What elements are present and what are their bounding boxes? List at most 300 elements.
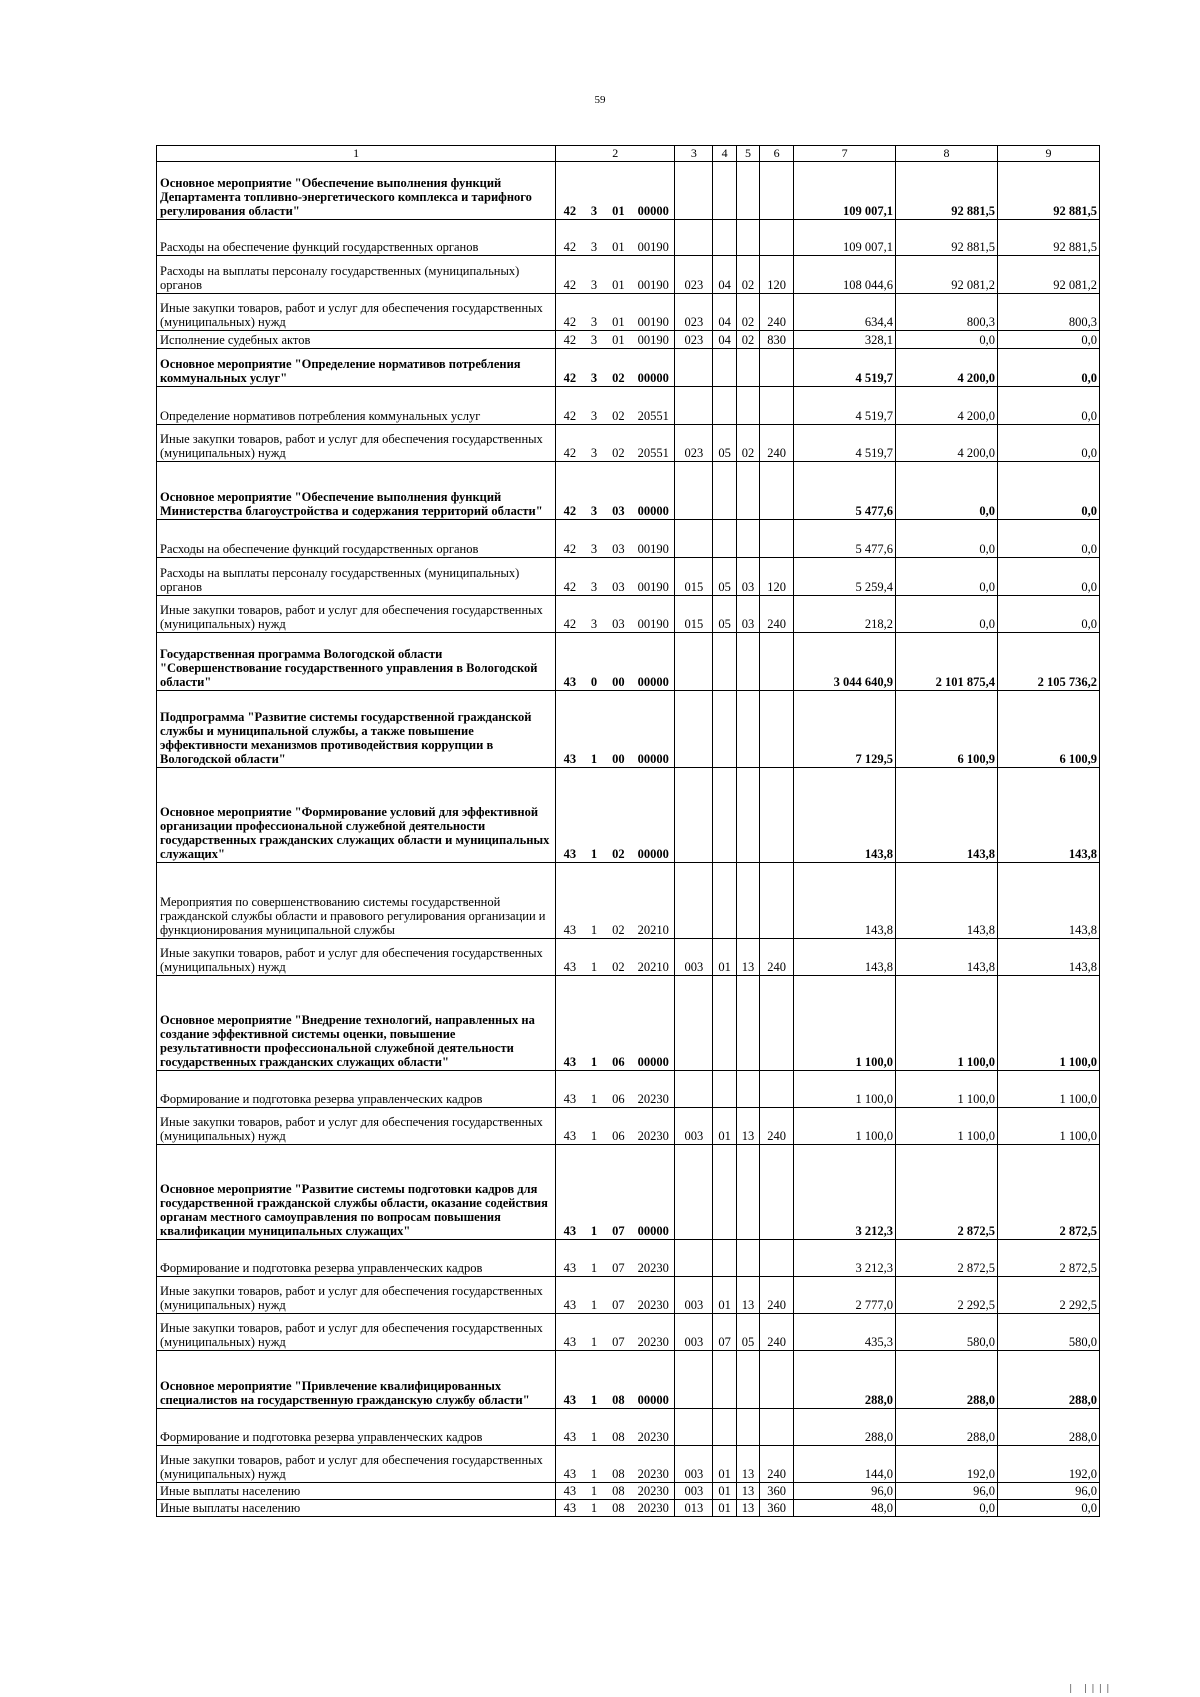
code-direction: 00000 bbox=[632, 162, 674, 220]
code-ministry: 023 bbox=[675, 294, 713, 331]
amount-col-9: 143,8 bbox=[997, 863, 1099, 939]
code-expense-type bbox=[760, 1351, 794, 1409]
code-section: 01 bbox=[713, 1277, 736, 1314]
code-direction: 20210 bbox=[632, 863, 674, 939]
code-expense-type bbox=[760, 349, 794, 387]
table-row bbox=[157, 1145, 1100, 1240]
code-ministry bbox=[675, 1145, 713, 1240]
amount-col-7: 1 100,0 bbox=[794, 976, 896, 1071]
code-program: 42 bbox=[556, 162, 584, 220]
code-ministry: 003 bbox=[675, 1446, 713, 1483]
amount-col-8: 0,0 bbox=[896, 462, 998, 520]
code-subprogram: 1 bbox=[583, 1446, 604, 1483]
code-ministry bbox=[675, 349, 713, 387]
table-row bbox=[157, 387, 1100, 425]
code-expense-type: 240 bbox=[760, 596, 794, 633]
code-ministry: 003 bbox=[675, 1277, 713, 1314]
code-subprogram: 1 bbox=[583, 1071, 604, 1108]
amount-col-8: 4 200,0 bbox=[896, 349, 998, 387]
code-direction: 20230 bbox=[632, 1071, 674, 1108]
row-name: Определение нормативов потребления коммунальных услуг bbox=[157, 387, 556, 425]
code-ministry: 023 bbox=[675, 331, 713, 349]
code-expense-type bbox=[760, 462, 794, 520]
amount-col-8: 143,8 bbox=[896, 768, 998, 863]
amount-col-9: 0,0 bbox=[997, 1500, 1099, 1517]
code-subprogram: 1 bbox=[583, 1500, 604, 1517]
code-section bbox=[713, 220, 736, 256]
table-row bbox=[157, 939, 1100, 976]
code-subprogram: 3 bbox=[583, 294, 604, 331]
row-name: Основное мероприятие "Развитие системы подготовки кадров для государственной гражданской службы области, оказание содействия органам местного самоуправления по вопросам повышения квалификации муниципальных служащих" bbox=[157, 1145, 556, 1240]
code-expense-type bbox=[760, 387, 794, 425]
code-direction: 20210 bbox=[632, 939, 674, 976]
code-section bbox=[713, 520, 736, 558]
amount-col-8: 143,8 bbox=[896, 939, 998, 976]
code-activity: 03 bbox=[605, 462, 633, 520]
code-expense-type bbox=[760, 1240, 794, 1277]
amount-col-8: 0,0 bbox=[896, 520, 998, 558]
code-ministry bbox=[675, 1071, 713, 1108]
code-program: 43 bbox=[556, 691, 584, 768]
code-expense-type bbox=[760, 691, 794, 768]
amount-col-8: 92 881,5 bbox=[896, 220, 998, 256]
code-program: 43 bbox=[556, 1446, 584, 1483]
code-ministry: 003 bbox=[675, 1483, 713, 1500]
scan-edge-mark: | |||| bbox=[1068, 1684, 1113, 1694]
code-subprogram: 1 bbox=[583, 1277, 604, 1314]
code-subprogram: 3 bbox=[583, 220, 604, 256]
code-direction: 00000 bbox=[632, 462, 674, 520]
row-name: Иные закупки товаров, работ и услуг для обеспечения государственных (муниципальных) нужд bbox=[157, 294, 556, 331]
table-row bbox=[157, 425, 1100, 462]
code-subprogram: 1 bbox=[583, 768, 604, 863]
row-name: Иные закупки товаров, работ и услуг для обеспечения государственных (муниципальных) нужд bbox=[157, 596, 556, 633]
code-activity: 08 bbox=[605, 1351, 633, 1409]
code-expense-type: 830 bbox=[760, 331, 794, 349]
amount-col-8: 2 101 875,4 bbox=[896, 633, 998, 691]
code-activity: 08 bbox=[605, 1446, 633, 1483]
code-direction: 00190 bbox=[632, 331, 674, 349]
amount-col-8: 288,0 bbox=[896, 1409, 998, 1446]
table-row bbox=[157, 976, 1100, 1071]
amount-col-8: 96,0 bbox=[896, 1483, 998, 1500]
code-program: 43 bbox=[556, 1071, 584, 1108]
code-program: 43 bbox=[556, 1145, 584, 1240]
header-col-1: 1 bbox=[157, 146, 556, 162]
code-activity: 01 bbox=[605, 256, 633, 294]
header-col-4: 4 bbox=[713, 146, 736, 162]
code-expense-type bbox=[760, 976, 794, 1071]
code-ministry bbox=[675, 387, 713, 425]
table-row bbox=[157, 1500, 1100, 1517]
amount-col-8: 800,3 bbox=[896, 294, 998, 331]
code-direction: 00190 bbox=[632, 256, 674, 294]
code-subprogram: 3 bbox=[583, 425, 604, 462]
table-row bbox=[157, 162, 1100, 220]
code-section: 01 bbox=[713, 939, 736, 976]
amount-col-9: 0,0 bbox=[997, 558, 1099, 596]
row-name: Иные выплаты населению bbox=[157, 1500, 556, 1517]
code-ministry bbox=[675, 462, 713, 520]
amount-col-9: 288,0 bbox=[997, 1409, 1099, 1446]
code-ministry: 003 bbox=[675, 1108, 713, 1145]
code-ministry: 023 bbox=[675, 425, 713, 462]
amount-col-7: 2 777,0 bbox=[794, 1277, 896, 1314]
code-direction: 20230 bbox=[632, 1240, 674, 1277]
code-subsection bbox=[736, 1071, 759, 1108]
code-ministry: 015 bbox=[675, 558, 713, 596]
code-direction: 00190 bbox=[632, 558, 674, 596]
page-number: 59 bbox=[594, 94, 606, 106]
code-section bbox=[713, 387, 736, 425]
code-subsection bbox=[736, 349, 759, 387]
amount-col-7: 288,0 bbox=[794, 1409, 896, 1446]
amount-col-7: 435,3 bbox=[794, 1314, 896, 1351]
code-expense-type: 120 bbox=[760, 256, 794, 294]
row-name: Иные закупки товаров, работ и услуг для обеспечения государственных (муниципальных) нужд bbox=[157, 425, 556, 462]
code-section bbox=[713, 768, 736, 863]
code-activity: 01 bbox=[605, 331, 633, 349]
table-row bbox=[157, 768, 1100, 863]
code-program: 42 bbox=[556, 425, 584, 462]
amount-col-7: 48,0 bbox=[794, 1500, 896, 1517]
code-direction: 00000 bbox=[632, 1351, 674, 1409]
amount-col-7: 4 519,7 bbox=[794, 349, 896, 387]
amount-col-7: 3 212,3 bbox=[794, 1240, 896, 1277]
code-section: 01 bbox=[713, 1500, 736, 1517]
amount-col-9: 96,0 bbox=[997, 1483, 1099, 1500]
row-name: Исполнение судебных актов bbox=[157, 331, 556, 349]
code-direction: 00190 bbox=[632, 520, 674, 558]
row-name: Иные закупки товаров, работ и услуг для обеспечения государственных (муниципальных) нужд bbox=[157, 1314, 556, 1351]
code-activity: 06 bbox=[605, 1108, 633, 1145]
table-row bbox=[157, 331, 1100, 349]
code-program: 43 bbox=[556, 1108, 584, 1145]
code-program: 42 bbox=[556, 462, 584, 520]
amount-col-8: 6 100,9 bbox=[896, 691, 998, 768]
table-row bbox=[157, 1483, 1100, 1500]
amount-col-8: 2 292,5 bbox=[896, 1277, 998, 1314]
code-section: 05 bbox=[713, 596, 736, 633]
amount-col-8: 92 881,5 bbox=[896, 162, 998, 220]
code-expense-type: 240 bbox=[760, 939, 794, 976]
code-direction: 00000 bbox=[632, 349, 674, 387]
amount-col-8: 0,0 bbox=[896, 331, 998, 349]
code-direction: 20230 bbox=[632, 1108, 674, 1145]
table-row bbox=[157, 863, 1100, 939]
code-ministry bbox=[675, 863, 713, 939]
code-expense-type: 240 bbox=[760, 1108, 794, 1145]
code-activity: 02 bbox=[605, 387, 633, 425]
code-activity: 07 bbox=[605, 1277, 633, 1314]
code-activity: 07 bbox=[605, 1314, 633, 1351]
amount-col-8: 192,0 bbox=[896, 1446, 998, 1483]
code-subsection: 13 bbox=[736, 1500, 759, 1517]
code-expense-type: 360 bbox=[760, 1500, 794, 1517]
code-direction: 00000 bbox=[632, 691, 674, 768]
code-subprogram: 0 bbox=[583, 633, 604, 691]
code-section bbox=[713, 1240, 736, 1277]
code-ministry bbox=[675, 1351, 713, 1409]
code-subsection: 13 bbox=[736, 939, 759, 976]
code-subsection bbox=[736, 863, 759, 939]
amount-col-7: 1 100,0 bbox=[794, 1071, 896, 1108]
amount-col-8: 580,0 bbox=[896, 1314, 998, 1351]
amount-col-7: 143,8 bbox=[794, 768, 896, 863]
code-subprogram: 3 bbox=[583, 596, 604, 633]
code-program: 43 bbox=[556, 863, 584, 939]
row-name: Расходы на обеспечение функций государственных органов bbox=[157, 220, 556, 256]
code-expense-type bbox=[760, 1409, 794, 1446]
row-name: Формирование и подготовка резерва управленческих кадров bbox=[157, 1071, 556, 1108]
code-subsection bbox=[736, 1240, 759, 1277]
amount-col-9: 1 100,0 bbox=[997, 976, 1099, 1071]
code-program: 43 bbox=[556, 1314, 584, 1351]
code-subprogram: 3 bbox=[583, 520, 604, 558]
table-row bbox=[157, 1108, 1100, 1145]
code-subsection bbox=[736, 768, 759, 863]
code-subprogram: 3 bbox=[583, 462, 604, 520]
amount-col-9: 288,0 bbox=[997, 1351, 1099, 1409]
code-subprogram: 1 bbox=[583, 1483, 604, 1500]
row-name: Иные закупки товаров, работ и услуг для обеспечения государственных (муниципальных) нужд bbox=[157, 1446, 556, 1483]
code-section: 04 bbox=[713, 256, 736, 294]
code-program: 42 bbox=[556, 220, 584, 256]
code-direction: 20230 bbox=[632, 1446, 674, 1483]
code-expense-type bbox=[760, 768, 794, 863]
code-program: 43 bbox=[556, 976, 584, 1071]
code-subsection bbox=[736, 162, 759, 220]
code-expense-type bbox=[760, 863, 794, 939]
code-program: 43 bbox=[556, 1240, 584, 1277]
code-program: 43 bbox=[556, 1483, 584, 1500]
code-program: 42 bbox=[556, 596, 584, 633]
amount-col-9: 0,0 bbox=[997, 331, 1099, 349]
code-expense-type: 120 bbox=[760, 558, 794, 596]
code-direction: 00190 bbox=[632, 596, 674, 633]
code-activity: 01 bbox=[605, 162, 633, 220]
code-program: 42 bbox=[556, 558, 584, 596]
row-name: Расходы на обеспечение функций государственных органов bbox=[157, 520, 556, 558]
table-row bbox=[157, 520, 1100, 558]
code-activity: 02 bbox=[605, 768, 633, 863]
code-program: 43 bbox=[556, 1277, 584, 1314]
code-subsection bbox=[736, 520, 759, 558]
amount-col-8: 143,8 bbox=[896, 863, 998, 939]
code-activity: 01 bbox=[605, 294, 633, 331]
code-ministry: 023 bbox=[675, 256, 713, 294]
code-subsection: 13 bbox=[736, 1108, 759, 1145]
code-program: 42 bbox=[556, 331, 584, 349]
code-section: 05 bbox=[713, 558, 736, 596]
table-row bbox=[157, 462, 1100, 520]
amount-col-9: 0,0 bbox=[997, 349, 1099, 387]
code-expense-type bbox=[760, 1145, 794, 1240]
amount-col-9: 2 292,5 bbox=[997, 1277, 1099, 1314]
amount-col-7: 3 044 640,9 bbox=[794, 633, 896, 691]
code-activity: 06 bbox=[605, 976, 633, 1071]
code-section bbox=[713, 1409, 736, 1446]
amount-col-7: 218,2 bbox=[794, 596, 896, 633]
amount-col-9: 1 100,0 bbox=[997, 1071, 1099, 1108]
code-section: 07 bbox=[713, 1314, 736, 1351]
amount-col-9: 6 100,9 bbox=[997, 691, 1099, 768]
table-row bbox=[157, 1071, 1100, 1108]
code-activity: 03 bbox=[605, 596, 633, 633]
header-col-6: 6 bbox=[760, 146, 794, 162]
code-subsection: 02 bbox=[736, 425, 759, 462]
code-ministry bbox=[675, 768, 713, 863]
amount-col-7: 5 477,6 bbox=[794, 520, 896, 558]
code-ministry bbox=[675, 1409, 713, 1446]
amount-col-9: 92 081,2 bbox=[997, 256, 1099, 294]
code-section bbox=[713, 1071, 736, 1108]
amount-col-9: 2 872,5 bbox=[997, 1240, 1099, 1277]
table-row bbox=[157, 349, 1100, 387]
code-program: 43 bbox=[556, 633, 584, 691]
row-name: Формирование и подготовка резерва управленческих кадров bbox=[157, 1240, 556, 1277]
code-activity: 07 bbox=[605, 1240, 633, 1277]
code-ministry: 003 bbox=[675, 1314, 713, 1351]
code-section bbox=[713, 863, 736, 939]
code-ministry bbox=[675, 691, 713, 768]
code-ministry: 015 bbox=[675, 596, 713, 633]
code-section bbox=[713, 691, 736, 768]
row-name: Государственная программа Вологодской области "Совершенствование государственного управления в Вологодской области" bbox=[157, 633, 556, 691]
code-subprogram: 1 bbox=[583, 691, 604, 768]
code-subsection bbox=[736, 691, 759, 768]
code-direction: 20551 bbox=[632, 425, 674, 462]
code-subsection bbox=[736, 1145, 759, 1240]
amount-col-8: 2 872,5 bbox=[896, 1145, 998, 1240]
code-activity: 02 bbox=[605, 939, 633, 976]
code-direction: 00190 bbox=[632, 220, 674, 256]
code-subsection: 02 bbox=[736, 331, 759, 349]
code-direction: 20230 bbox=[632, 1483, 674, 1500]
code-ministry bbox=[675, 633, 713, 691]
amount-col-7: 5 259,4 bbox=[794, 558, 896, 596]
code-subprogram: 3 bbox=[583, 331, 604, 349]
code-subprogram: 3 bbox=[583, 349, 604, 387]
code-ministry bbox=[675, 1240, 713, 1277]
code-subprogram: 1 bbox=[583, 1351, 604, 1409]
amount-col-8: 288,0 bbox=[896, 1351, 998, 1409]
code-direction: 00000 bbox=[632, 1145, 674, 1240]
code-subprogram: 1 bbox=[583, 976, 604, 1071]
table-row bbox=[157, 1277, 1100, 1314]
amount-col-8: 0,0 bbox=[896, 596, 998, 633]
row-name: Основное мероприятие "Определение нормативов потребления коммунальных услуг" bbox=[157, 349, 556, 387]
amount-col-8: 1 100,0 bbox=[896, 1071, 998, 1108]
code-activity: 02 bbox=[605, 863, 633, 939]
code-subsection: 03 bbox=[736, 596, 759, 633]
code-program: 42 bbox=[556, 294, 584, 331]
table-body bbox=[157, 146, 1100, 1517]
table-row bbox=[157, 633, 1100, 691]
amount-col-7: 328,1 bbox=[794, 331, 896, 349]
amount-col-9: 92 881,5 bbox=[997, 162, 1099, 220]
code-direction: 00000 bbox=[632, 976, 674, 1071]
table-row bbox=[157, 1409, 1100, 1446]
code-ministry: 013 bbox=[675, 1500, 713, 1517]
code-section bbox=[713, 633, 736, 691]
table-row bbox=[157, 256, 1100, 294]
code-section: 04 bbox=[713, 294, 736, 331]
code-ministry: 003 bbox=[675, 939, 713, 976]
code-activity: 02 bbox=[605, 425, 633, 462]
amount-col-7: 4 519,7 bbox=[794, 425, 896, 462]
code-program: 43 bbox=[556, 1500, 584, 1517]
code-activity: 06 bbox=[605, 1071, 633, 1108]
table-row bbox=[157, 1351, 1100, 1409]
table-row bbox=[157, 220, 1100, 256]
amount-col-8: 4 200,0 bbox=[896, 387, 998, 425]
amount-col-9: 800,3 bbox=[997, 294, 1099, 331]
code-direction: 20230 bbox=[632, 1314, 674, 1351]
amount-col-7: 96,0 bbox=[794, 1483, 896, 1500]
code-subprogram: 3 bbox=[583, 558, 604, 596]
amount-col-8: 1 100,0 bbox=[896, 976, 998, 1071]
code-subprogram: 1 bbox=[583, 1145, 604, 1240]
row-name: Основное мероприятие "Привлечение квалифицированных специалистов на государственную гражданскую службу области" bbox=[157, 1351, 556, 1409]
code-subsection: 13 bbox=[736, 1277, 759, 1314]
code-program: 43 bbox=[556, 768, 584, 863]
code-section: 04 bbox=[713, 331, 736, 349]
code-activity: 01 bbox=[605, 220, 633, 256]
amount-col-7: 109 007,1 bbox=[794, 162, 896, 220]
code-subprogram: 1 bbox=[583, 939, 604, 976]
code-expense-type: 360 bbox=[760, 1483, 794, 1500]
amount-col-7: 3 212,3 bbox=[794, 1145, 896, 1240]
amount-col-7: 144,0 bbox=[794, 1446, 896, 1483]
amount-col-8: 4 200,0 bbox=[896, 425, 998, 462]
amount-col-8: 0,0 bbox=[896, 1500, 998, 1517]
code-subsection: 13 bbox=[736, 1446, 759, 1483]
code-ministry bbox=[675, 162, 713, 220]
row-name: Иные закупки товаров, работ и услуг для обеспечения государственных (муниципальных) нужд bbox=[157, 1108, 556, 1145]
code-direction: 00000 bbox=[632, 633, 674, 691]
code-direction: 20551 bbox=[632, 387, 674, 425]
row-name: Подпрограмма "Развитие системы государственной гражданской службы и муниципальной службы, а также повышение эффективности механизмов противодействия коррупции в Вологодской области" bbox=[157, 691, 556, 768]
code-program: 42 bbox=[556, 349, 584, 387]
code-ministry bbox=[675, 520, 713, 558]
amount-col-7: 109 007,1 bbox=[794, 220, 896, 256]
code-section bbox=[713, 349, 736, 387]
code-direction: 20230 bbox=[632, 1500, 674, 1517]
code-ministry bbox=[675, 976, 713, 1071]
code-subprogram: 3 bbox=[583, 256, 604, 294]
code-subsection bbox=[736, 633, 759, 691]
code-subsection: 02 bbox=[736, 294, 759, 331]
budget-table bbox=[156, 145, 1100, 1517]
code-subprogram: 1 bbox=[583, 863, 604, 939]
code-section bbox=[713, 162, 736, 220]
header-col-7: 7 bbox=[794, 146, 896, 162]
code-section bbox=[713, 462, 736, 520]
amount-col-9: 1 100,0 bbox=[997, 1108, 1099, 1145]
table-row bbox=[157, 558, 1100, 596]
header-col-9: 9 bbox=[997, 146, 1099, 162]
code-subsection bbox=[736, 976, 759, 1071]
code-subprogram: 3 bbox=[583, 162, 604, 220]
table-row bbox=[157, 294, 1100, 331]
code-expense-type: 240 bbox=[760, 294, 794, 331]
amount-col-9: 580,0 bbox=[997, 1314, 1099, 1351]
row-name: Мероприятия по совершенствованию системы государственной гражданской службы области и правового регулирования организации и функционирования муниципальной службы bbox=[157, 863, 556, 939]
code-subsection: 05 bbox=[736, 1314, 759, 1351]
amount-col-7: 143,8 bbox=[794, 863, 896, 939]
code-expense-type bbox=[760, 1071, 794, 1108]
